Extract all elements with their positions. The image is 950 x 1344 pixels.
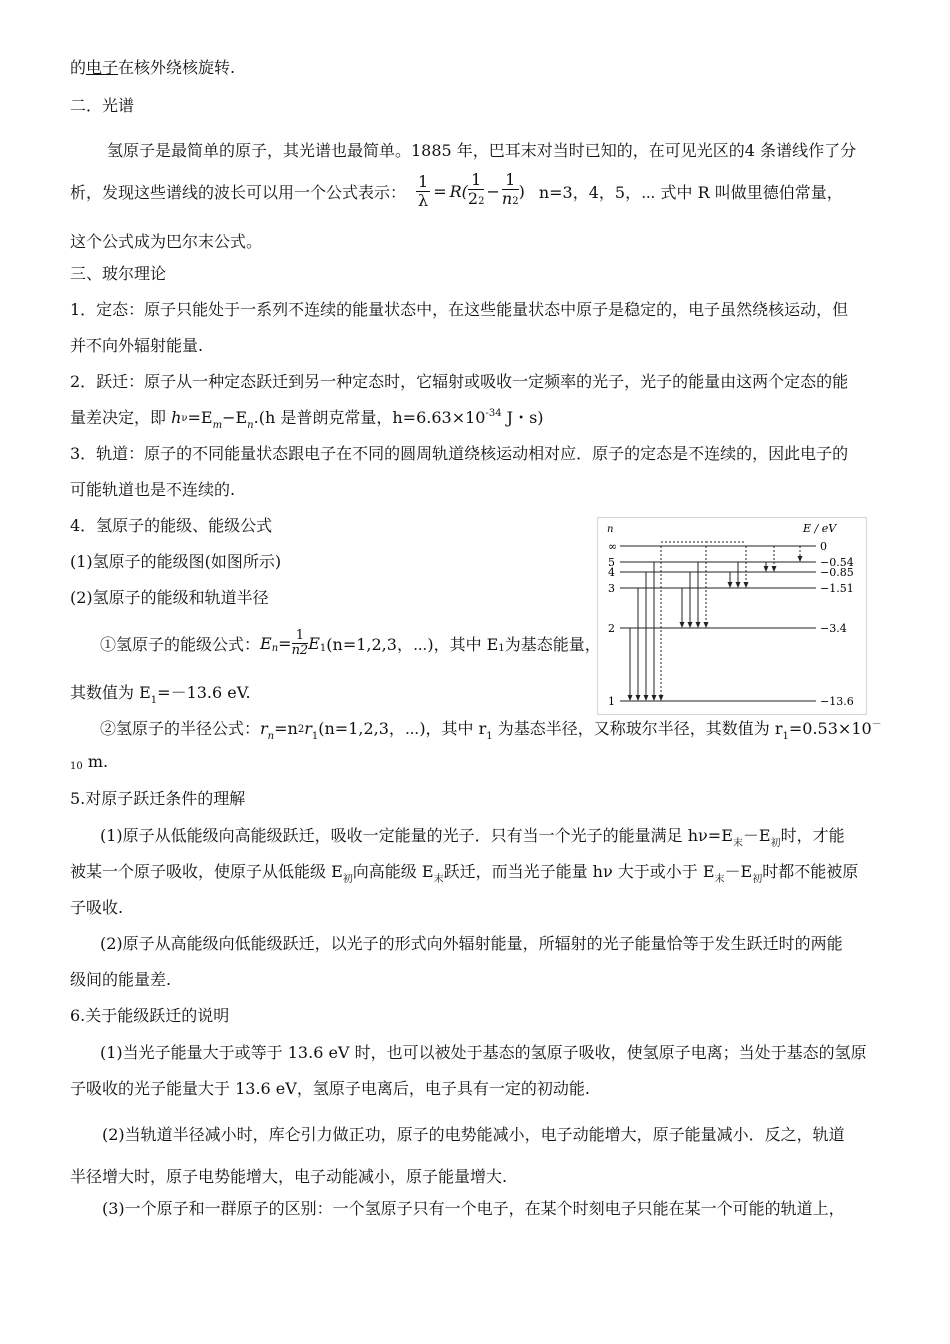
paragraph-line: 级间的能量差. <box>70 970 172 989</box>
subheading-notes: 6.关于能级跃迁的说明 <box>70 1006 230 1025</box>
hydrogen-energy-level-diagram <box>597 517 867 715</box>
paragraph-line: 1．定态：原子只能处于一系列不连续的能量状态中，在这些能量状态中原子是稳定的，电子虽然绕核运动，但 <box>70 300 849 319</box>
arrow-head-icon <box>772 566 777 572</box>
paragraph-line: (3)一个原子和一群原子的区别：一个氢原子只有一个电子，在某个时刻电子只能在某一个可能的轨道上， <box>102 1199 845 1218</box>
paragraph-line <box>100 823 845 849</box>
text-span: 跃迁，而当光子能量 hν 大于或小于 E <box>443 862 715 881</box>
math-minus: −E <box>222 408 248 427</box>
level-energy-label: −3.4 <box>820 622 847 635</box>
transition-arrows <box>628 542 803 701</box>
level-energy-label: 0 <box>820 540 827 553</box>
arrow-head-icon <box>764 566 769 572</box>
subheading-transition: 5.对原子跃迁条件的理解 <box>70 789 246 808</box>
section-heading-bohr: 三、玻尔理论 <box>70 264 167 283</box>
text-span: －E <box>742 826 771 845</box>
den-base: 2 <box>467 189 479 208</box>
fraction-1 <box>468 171 485 211</box>
text-span: 其数值为 E <box>70 683 151 702</box>
text-span: 的 <box>70 58 87 77</box>
close-paren: ) <box>518 181 525 201</box>
arrow-head-icon <box>652 695 657 701</box>
numerator: 1 <box>468 171 485 190</box>
text-span: (n=1,2,3，⋯)，其中 E <box>326 634 499 654</box>
math-sub-1: 1 <box>486 731 493 742</box>
photon-formula-line <box>70 405 544 431</box>
subheading-energy-levels: 4．氢原子的能级、能级公式 <box>70 516 273 535</box>
text-span: 为基态能量， <box>504 634 601 654</box>
equals-sign: = <box>433 181 447 201</box>
den-exp: 2 <box>478 196 485 207</box>
denominator: λ <box>418 190 429 210</box>
paragraph-text: 析，发现这些谱线的波长可以用一个公式表示： <box>70 182 407 202</box>
denominator <box>468 190 485 211</box>
text-span: 量差决定，即 <box>70 408 172 427</box>
math-sub-1: 1 <box>782 731 789 742</box>
math-h: h <box>171 408 182 427</box>
arrow-head-icon <box>688 622 693 628</box>
denominator <box>502 190 519 211</box>
text-span: 在核外绕核旋转. <box>118 58 236 77</box>
exponent: 10 <box>70 761 83 772</box>
arrow-head-icon <box>728 582 733 588</box>
subscript: 初 <box>770 838 781 849</box>
level-n-label: 2 <box>608 622 615 635</box>
energy-levels <box>608 540 854 708</box>
level-n-label: 3 <box>608 582 615 595</box>
arrow-head-icon <box>736 582 741 588</box>
balmer-formula <box>416 171 525 211</box>
text-span: (n=1,2,3，⋯)，其中 r <box>318 719 487 738</box>
math-r1: r <box>304 719 312 738</box>
math-r: r <box>260 719 268 738</box>
text-span: (h 是普朗克常量，h=6.63×10 <box>258 408 486 427</box>
paragraph-line: 可能轨道也是不连续的. <box>70 480 236 499</box>
paragraph-line: (2)当轨道半径减小时，库仑引力做正功，原子的电势能减小，电子动能增大，原子能量减小．反之，轨道 <box>102 1125 845 1144</box>
text-span: ①氢原子的能级公式： <box>100 634 261 654</box>
den-base: n <box>501 189 513 208</box>
math-eq: = <box>278 633 292 653</box>
subscript: 末 <box>732 838 743 849</box>
subscript: 初 <box>342 874 353 885</box>
arrow-head-icon <box>659 695 664 701</box>
paragraph-line: 半径增大时，原子电势能增大，电子动能减小，原子能量增大. <box>70 1167 508 1186</box>
paragraph-line <box>70 859 859 885</box>
math-sub-n: n <box>271 642 279 654</box>
section-heading-spectrum: 二．光谱 <box>70 96 135 115</box>
level-n-label: ∞ <box>608 540 618 553</box>
numerator: 1 <box>292 629 309 644</box>
math-nu: ν <box>181 413 188 424</box>
text-span: (1)原子从低能级向高能级跃迁，吸收一定能量的光子．只有当一个光子的能量满足 hν=E <box>100 826 733 845</box>
subscript: 末 <box>714 874 725 885</box>
paragraph-line: 氢原子是最简单的原子，其光谱也最简单。1885 年，巴耳末对当时已知的，在可见光区的4 条谱线作了分 <box>107 141 857 160</box>
arrow-head-icon <box>644 695 649 701</box>
subscript: 末 <box>433 874 444 885</box>
math-eq: =n <box>274 719 298 738</box>
arrow-head-icon <box>798 556 803 562</box>
level-n-label: 4 <box>608 566 615 579</box>
denominator: n2 <box>291 642 309 658</box>
math-sub-n: n <box>267 731 275 742</box>
radius-value-tail <box>70 752 108 771</box>
rydberg-symbol: R( <box>449 181 468 201</box>
text-span: 时都不能被原 <box>762 862 859 881</box>
formula-trailing-text: n=3，4，5，⋯ 式中 R 叫做里德伯常量， <box>538 182 843 202</box>
paragraph-line: 并不向外辐射能量. <box>70 336 204 355</box>
axis-n-label: n <box>607 524 614 535</box>
level-n-label: 1 <box>608 695 615 708</box>
fraction-2 <box>502 171 519 211</box>
math-sub-1: 1 <box>150 695 158 706</box>
exponent: － <box>871 719 882 730</box>
paragraph-line: 子吸收的光子能量大于 13.6 eV，氢原子电离后，电子具有一定的初动能. <box>70 1079 590 1098</box>
den-exp: 2 <box>512 196 519 207</box>
paragraph-line: 2．跃迁：原子从一种定态跃迁到另一种定态时，它辐射或吸收一定频率的光子，光子的能量由这两个定态的能 <box>70 372 849 391</box>
text-span: ②氢原子的半径公式： <box>100 719 261 738</box>
fraction-energy <box>292 629 309 658</box>
level-energy-label: −0.85 <box>820 566 854 579</box>
exponent: -34 <box>485 408 502 419</box>
math-sub-1: 1 <box>311 731 319 742</box>
subscript: 初 <box>752 874 763 885</box>
math-exp: 2 <box>297 724 305 735</box>
math-E1: E <box>308 633 320 653</box>
level-energy-label: −1.51 <box>820 582 854 595</box>
math-sub-1: 1 <box>319 642 327 654</box>
math-punct: . <box>253 408 259 427</box>
text-span: =0.53×10 <box>788 719 872 738</box>
radius-formula-line <box>100 716 882 742</box>
math-E: E <box>260 633 272 653</box>
fraction-lhs <box>416 173 430 210</box>
arrow-head-icon <box>680 622 685 628</box>
axis-energy-label: E / eV <box>803 522 837 535</box>
paragraph-line: 3．轨道：原子的不同能量状态跟电子在不同的圆周轨道绕核运动相对应．原子的定态是不连续的，因此电子的 <box>70 444 849 463</box>
arrow-head-icon <box>628 695 633 701</box>
level-energy-label: −13.6 <box>820 695 854 708</box>
paragraph-line: 这个公式成为巴尔末公式。 <box>70 232 263 251</box>
text-span: J・s) <box>501 408 544 427</box>
arrow-head-icon <box>744 582 749 588</box>
arrow-head-icon <box>696 622 701 628</box>
math-eq: =E <box>187 408 213 427</box>
text-span: 时，才能 <box>780 826 845 845</box>
energy-formula-line <box>100 622 601 664</box>
arrow-head-icon <box>704 622 709 628</box>
paragraph-line: (1)氢原子的能级图(如图所示) <box>70 552 282 571</box>
text-span: －E <box>724 862 753 881</box>
arrow-head-icon <box>636 695 641 701</box>
math-sub-n: n <box>247 420 254 431</box>
numerator: 1 <box>418 171 429 191</box>
text-span: 向高能级 E <box>352 862 434 881</box>
level-energy-label: −0.54 <box>820 556 854 569</box>
text-span: =－13.6 eV. <box>157 683 251 702</box>
math-sub-1: 1 <box>498 642 505 654</box>
level-n-label: 5 <box>608 556 615 569</box>
text-span: 被某一个原子吸收，使原子从低能级 E <box>70 862 343 881</box>
text-span: 为基态半径，又称玻尔半径，其数值为 r <box>492 719 783 738</box>
minus-sign: − <box>486 181 500 201</box>
energy-value-line <box>70 680 251 706</box>
numerator: 1 <box>502 171 519 190</box>
electron-link-text: 电子 <box>86 58 119 77</box>
text-span: m. <box>82 752 109 771</box>
intro-line <box>70 55 235 78</box>
balmer-formula-line <box>70 168 843 214</box>
math-sub-m: m <box>212 420 223 431</box>
paragraph-line: (2)氢原子的能级和轨道半径 <box>70 588 269 607</box>
paragraph-line: 子吸收. <box>70 898 124 917</box>
paragraph-line: (1)当光子能量大于或等于 13.6 eV 时，也可以被处于基态的氢原子吸收，使氢原子电离；当处于基态的氢原 <box>100 1043 867 1062</box>
paragraph-line: (2)原子从高能级向低能级跃迁，以光子的形式向外辐射能量，所辐射的光子能量恰等于发生跃迁时的两能 <box>100 934 843 953</box>
